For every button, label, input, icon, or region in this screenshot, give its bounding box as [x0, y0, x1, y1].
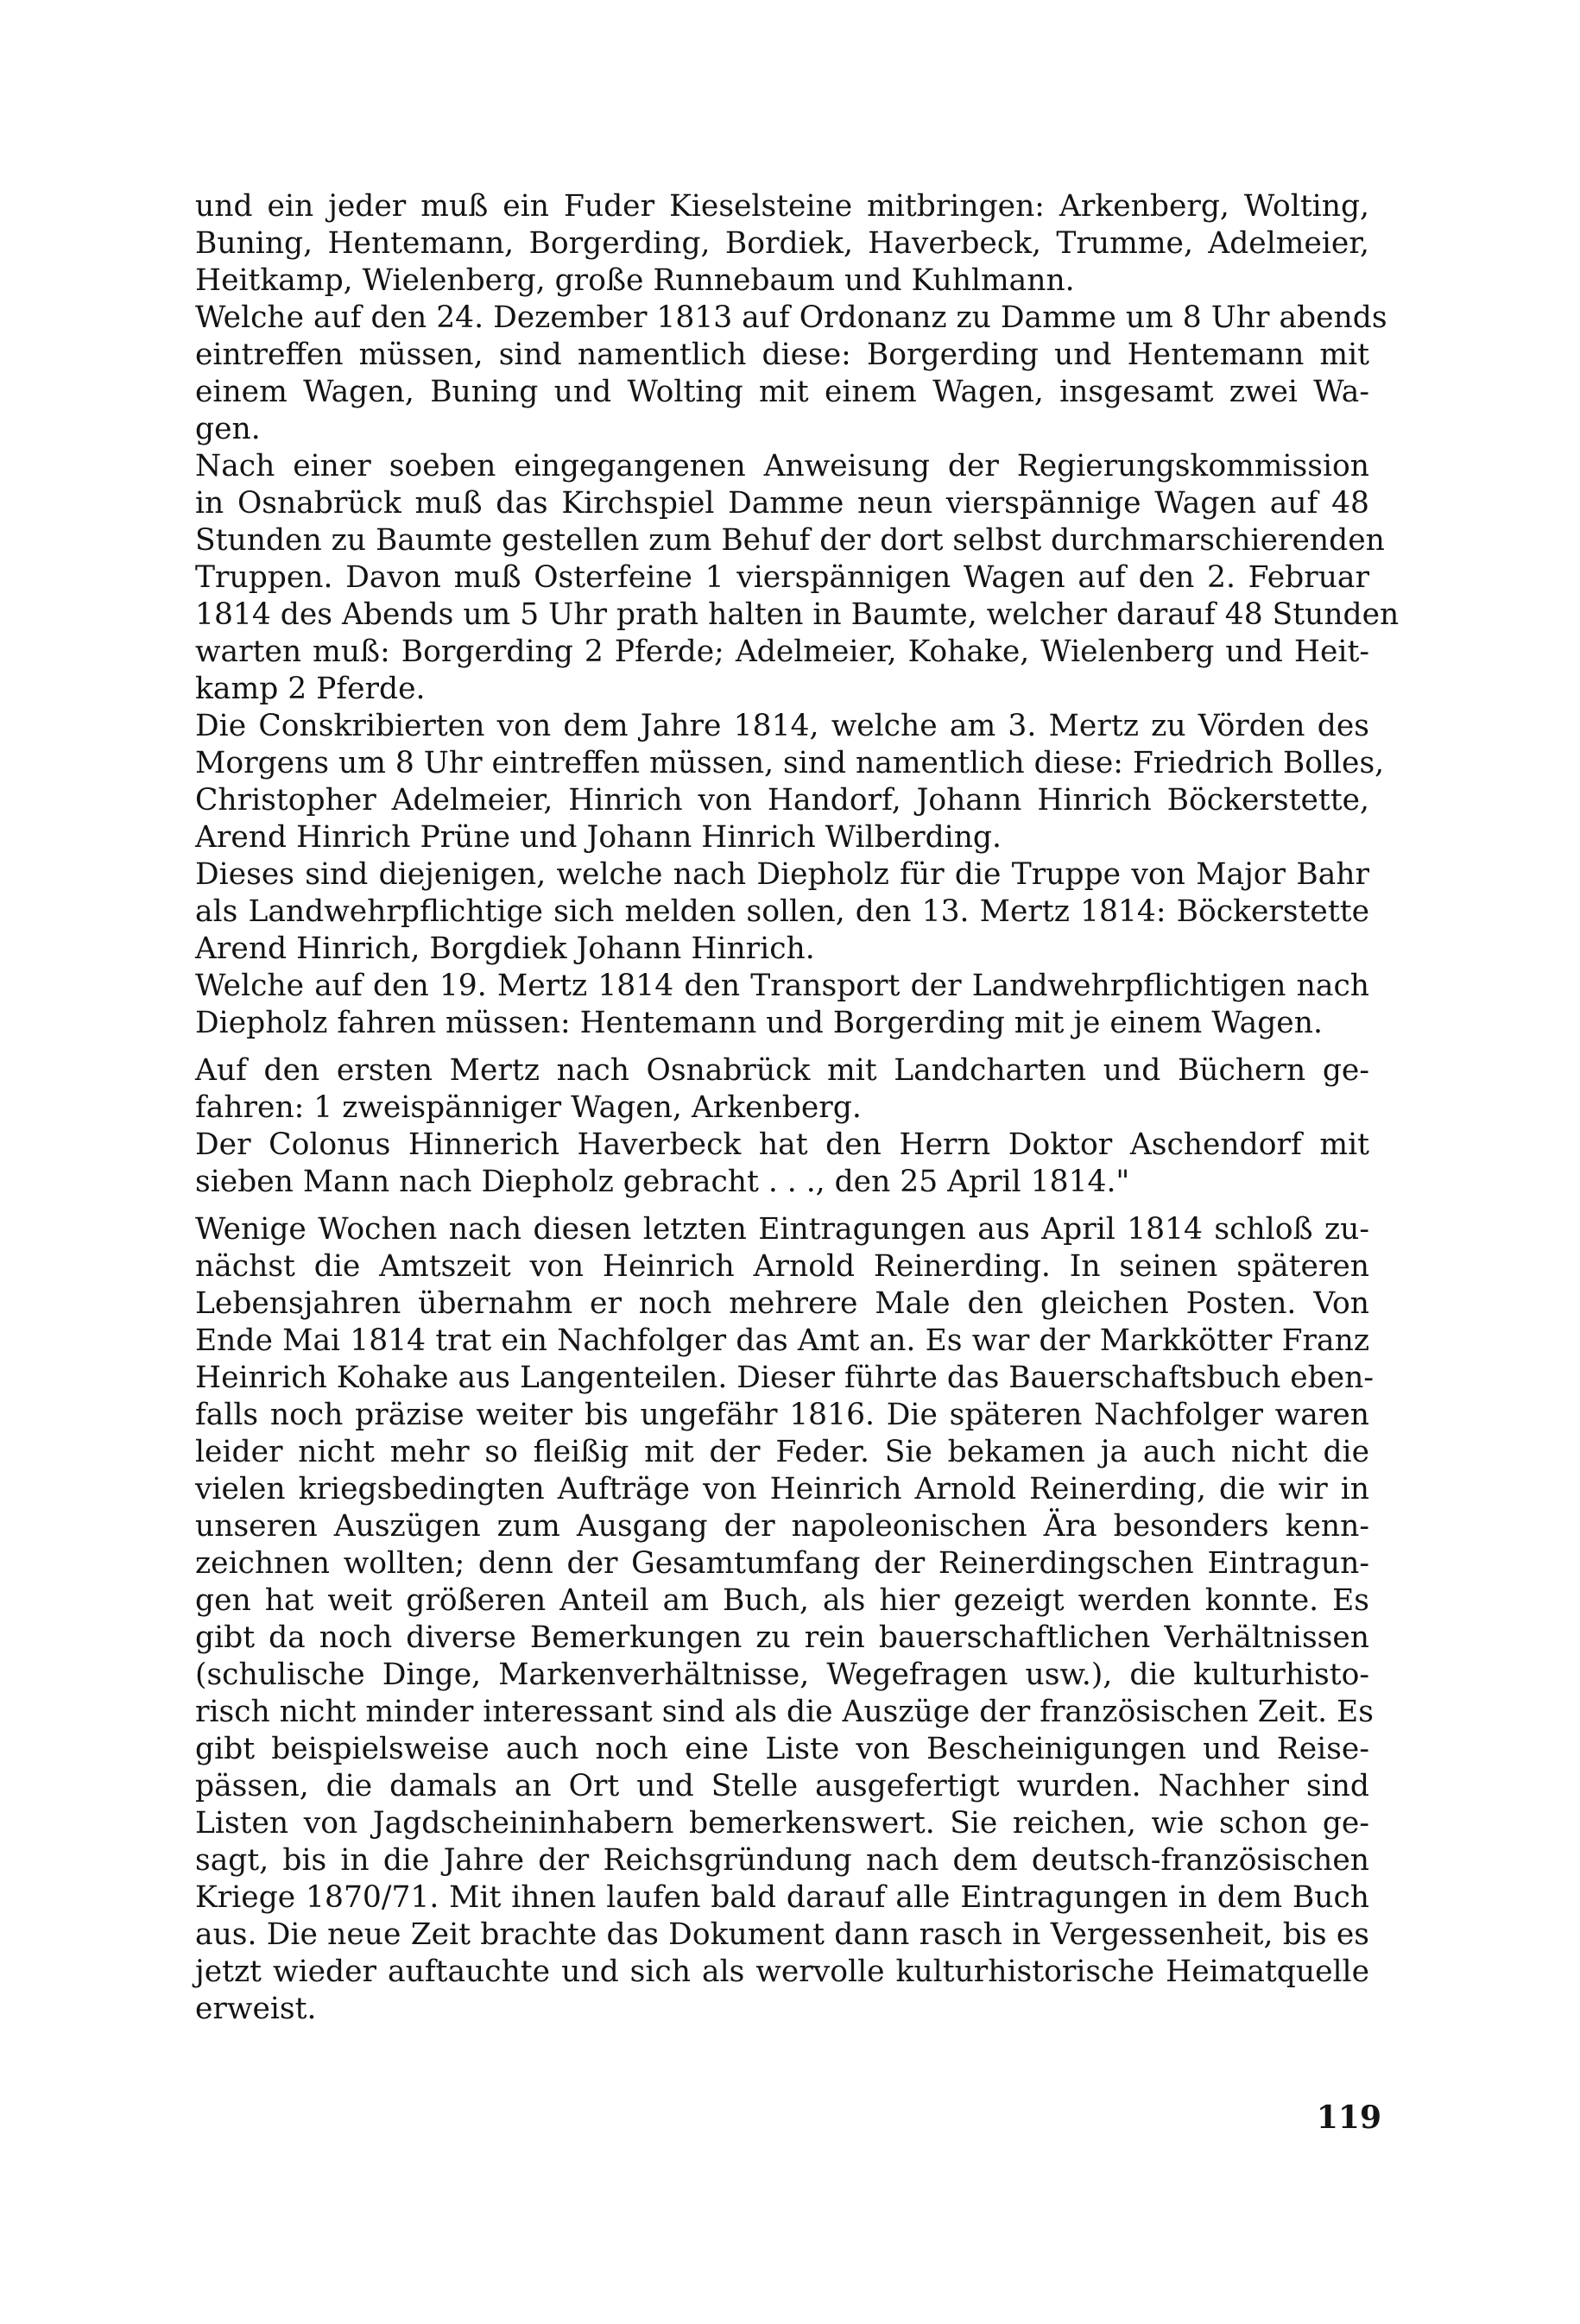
text-line: gibt beispielsweise auch noch eine Liste von Bescheinigungen und Reise- [195, 1732, 1369, 1766]
text-line: kamp 2 Pferde. [195, 672, 426, 706]
text-line: Welche auf den 24. Dezember 1813 auf Ordonanz zu Damme um 8 Uhr abends [195, 300, 1387, 335]
text-line: Diepholz fahren müssen: Hentemann und Borgerding mit je einem Wagen. [195, 1006, 1323, 1040]
text-line: Auf den ersten Mertz nach Osnabrück mit Landcharten und Büchern ge- [195, 1053, 1369, 1088]
text-line: Listen von Jagdscheininhabern bemerkenswert. Sie reichen, wie schon ge- [195, 1806, 1369, 1841]
text-line: gen. [195, 412, 261, 446]
text-line: Welche auf den 19. Mertz 1814 den Transport der Landwehrpflichtigen nach [195, 969, 1369, 1003]
text-line: vielen kriegsbedingten Aufträge von Heinrich Arnold Reinerding, die wir in [195, 1472, 1369, 1506]
text-line: pässen, die damals an Ort und Stelle ausgefertigt wurden. Nachher sind [195, 1769, 1369, 1803]
text-line: jetzt wieder auftauchte und sich als wervolle kulturhistorische Heimatquelle [195, 1955, 1369, 1989]
text-line: risch nicht minder interessant sind als die Auszüge der französischen Zeit. Es [195, 1695, 1374, 1729]
text-line: einem Wagen, Buning und Wolting mit einem Wagen, insgesamt zwei Wa- [195, 375, 1369, 409]
text-line: gen hat weit größeren Anteil am Buch, als hier gezeigt werden konnte. Es [195, 1583, 1369, 1618]
text-line: Morgens um 8 Uhr eintreffen müssen, sind namentlich diese: Friedrich Bolles, [195, 746, 1385, 780]
text-line: Der Colonus Hinnerich Haverbeck hat den Herrn Doktor Aschendorf mit [195, 1127, 1369, 1162]
text-line: erweist. [195, 1992, 317, 2026]
paragraph [195, 1052, 1369, 1127]
text-line: Heitkamp, Wielenberg, große Runnebaum und Kuhlmann. [195, 263, 1075, 298]
text-line: Wenige Wochen nach diesen letzten Eintragungen aus April 1814 schloß zu- [195, 1212, 1369, 1247]
text-line: gibt da noch diverse Bemerkungen zu rein bauerschaftlichen Verhältnissen [195, 1620, 1369, 1655]
body-text [195, 188, 1400, 2028]
text-line: Arend Hinrich Prüne und Johann Hinrich Wilberding. [195, 820, 1002, 855]
text-line: warten muß: Borgerding 2 Pferde; Adelmeier, Kohake, Wielenberg und Heit- [195, 635, 1369, 669]
paragraph [195, 188, 1369, 300]
paragraph [195, 968, 1369, 1042]
paragraph [195, 708, 1385, 856]
text-line: Dieses sind diejenigen, welche nach Diepholz für die Truppe von Major Bahr [195, 857, 1369, 892]
text-line: Heinrich Kohake aus Langenteilen. Dieser führte das Bauerschaftsbuch eben- [195, 1361, 1375, 1395]
text-line: sagt, bis in die Jahre der Reichsgründung nach dem deutsch-französischen [195, 1843, 1369, 1878]
text-line: leider nicht mehr so fleißig mit der Feder. Sie bekamen ja auch nicht die [195, 1435, 1369, 1469]
text-line: Buning, Hentemann, Borgerding, Bordiek, Haverbeck, Trumme, Adelmeier, [195, 226, 1369, 261]
paragraph [195, 856, 1369, 968]
text-line: Ende Mai 1814 trat ein Nachfolger das Amt an. Es war der Markkötter Franz [195, 1323, 1369, 1358]
text-line: eintreffen müssen, sind namentlich diese: Borgerding und Hentemann mit [195, 338, 1369, 372]
page-number: 119 [1316, 2100, 1381, 2136]
text-line: Truppen. Davon muß Osterfeine 1 vierspännigen Wagen auf den 2. Februar [195, 560, 1369, 595]
text-line: fahren: 1 zweispänniger Wagen, Arkenberg. [195, 1090, 862, 1125]
text-line: zeichnen wollten; denn der Gesamtumfang der Reinerdingschen Eintragun- [195, 1546, 1369, 1581]
text-line: als Landwehrpflichtige sich melden sollen, den 13. Mertz 1814: Böckerstette [195, 894, 1369, 929]
paragraph [195, 300, 1387, 448]
text-line: Kriege 1870/71. Mit ihnen laufen bald darauf alle Eintragungen in dem Buch [195, 1880, 1369, 1915]
text-line: 1814 des Abends um 5 Uhr prath halten in Baumte, welcher darauf 48 Stunden [195, 597, 1400, 632]
text-line: nächst die Amtszeit von Heinrich Arnold Reinerding. In seinen späteren [195, 1249, 1369, 1284]
text-line: aus. Die neue Zeit brachte das Dokument dann rasch in Vergessenheit, bis es [195, 1917, 1369, 1952]
paragraph [195, 448, 1400, 708]
text-line: sieben Mann nach Diepholz gebracht . . ., den 25 April 1814." [195, 1165, 1130, 1199]
text-line: Lebensjahren übernahm er noch mehrere Male den gleichen Posten. Von [195, 1286, 1369, 1321]
text-line: Arend Hinrich, Borgdiek Johann Hinrich. [195, 931, 815, 966]
paragraph [195, 1211, 1375, 2028]
text-line: und ein jeder muß ein Fuder Kieselsteine mitbringen: Arkenberg, Wolting, [195, 189, 1369, 224]
text-line: Christopher Adelmeier, Hinrich von Handorf, Johann Hinrich Böckerstette, [195, 783, 1369, 818]
text-line: Stunden zu Baumte gestellen zum Behuf der dort selbst durchmarschierenden [195, 523, 1385, 558]
text-line: in Osnabrück muß das Kirchspiel Damme neun vierspännige Wagen auf 48 [195, 486, 1369, 521]
text-line: Nach einer soeben eingegangenen Anweisung der Regierungskommission [195, 449, 1369, 483]
text-line: unseren Auszügen zum Ausgang der napoleonischen Ära besonders kenn- [195, 1509, 1369, 1544]
paragraph [195, 1127, 1369, 1201]
text-line: falls noch präzise weiter bis ungefähr 1816. Die späteren Nachfolger waren [195, 1398, 1369, 1432]
text-line: (schulische Dinge, Markenverhältnisse, Wegefragen usw.), die kulturhisto- [195, 1658, 1369, 1692]
text-line: Die Conskribierten von dem Jahre 1814, welche am 3. Mertz zu Vörden des [195, 709, 1369, 743]
